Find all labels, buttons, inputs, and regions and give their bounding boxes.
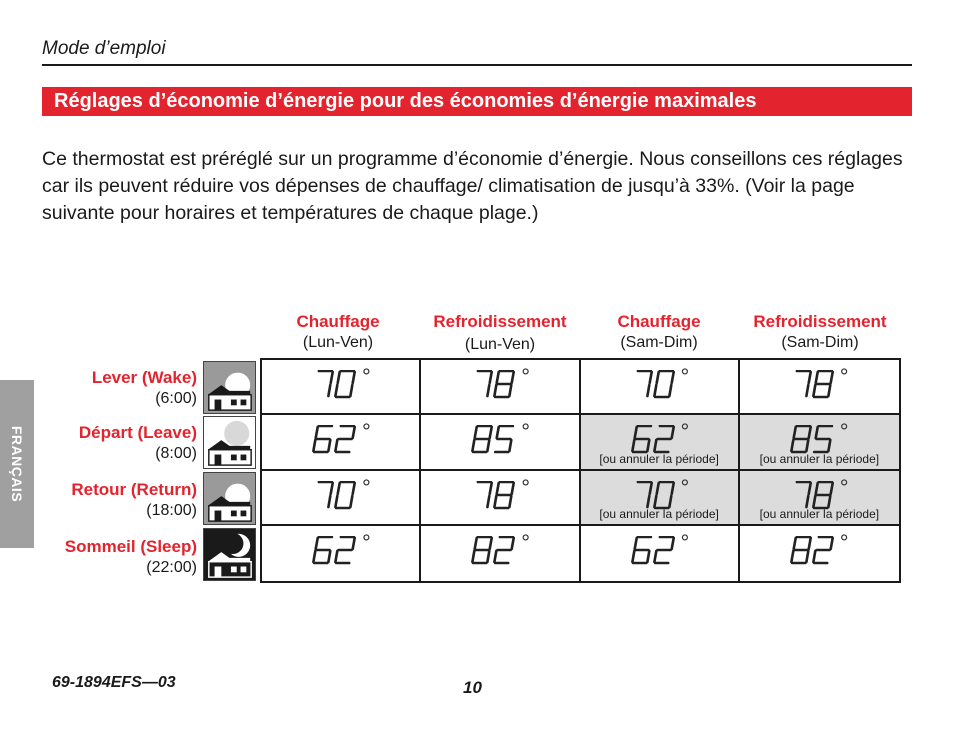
temperature-digits — [312, 481, 362, 511]
temperature-value — [262, 471, 263, 472]
temperature-cell — [262, 415, 421, 470]
page-number: 10 — [463, 678, 482, 697]
degree-symbol: ° — [839, 364, 849, 389]
temperature-value — [421, 471, 422, 472]
column-title: Chauffage — [296, 312, 380, 331]
temperature-digits — [471, 481, 521, 511]
column-subtitle: (Sam-Dim) — [620, 334, 698, 351]
temperature-cell — [262, 526, 421, 581]
row-time: (22:00) — [146, 559, 197, 576]
cancel-period-note: [ou annuler la période] — [599, 506, 719, 521]
temperature-cell — [421, 360, 580, 415]
temperature-cell — [740, 471, 899, 526]
row-title: Sommeil (Sleep) — [64, 537, 197, 556]
degree-symbol: ° — [521, 529, 531, 555]
temperature-value — [740, 526, 741, 527]
column-title: Chauffage — [617, 312, 701, 331]
row-label-leave — [20, 422, 197, 464]
cancel-period-note: [ou annuler la période] — [759, 451, 880, 466]
temperature-value — [262, 360, 263, 361]
temperature-value — [262, 415, 263, 416]
side-tab-label: FRANÇAIS — [9, 425, 25, 503]
degree-symbol: ° — [521, 474, 531, 500]
row-title: Lever (Wake) — [91, 368, 197, 387]
degree-symbol: ° — [521, 419, 531, 445]
temperature-cell — [421, 471, 580, 526]
temperature-digits — [471, 536, 521, 566]
temperature-cell — [421, 415, 580, 470]
temperature-cell — [581, 471, 740, 526]
header-rule — [42, 64, 912, 66]
degree-symbol: ° — [680, 419, 690, 445]
degree-symbol: ° — [362, 529, 371, 555]
degree-symbol: ° — [680, 529, 690, 555]
sunset-house-icon — [203, 472, 256, 525]
cancel-period-note: [ou annuler la période] — [759, 506, 880, 521]
temperature-value — [421, 526, 422, 527]
column-subtitle: (Lun-Ven) — [302, 334, 374, 351]
document-code: 69-1894EFS—03 — [52, 674, 176, 691]
temperature-cell — [740, 360, 899, 415]
column-title: Refroidissement — [753, 312, 887, 331]
degree-symbol: ° — [521, 364, 531, 389]
degree-symbol: ° — [839, 419, 849, 445]
sunrise-house-icon — [203, 361, 256, 414]
column-header-heat-weekday — [258, 311, 418, 353]
temperature-value — [581, 526, 582, 527]
temperature-cell — [581, 526, 740, 581]
temperature-digits — [312, 536, 362, 566]
degree-symbol: ° — [362, 474, 371, 500]
temperature-value — [740, 471, 741, 472]
row-time: (8:00) — [155, 445, 197, 462]
moon-house-icon — [203, 528, 256, 581]
degree-symbol: ° — [362, 419, 371, 445]
row-title: Retour (Return) — [71, 480, 197, 499]
temperature-cell — [262, 360, 421, 415]
temperature-digits — [312, 425, 362, 455]
temperature-digits — [790, 536, 840, 566]
row-time: (6:00) — [155, 390, 197, 407]
row-title: Départ (Leave) — [78, 423, 197, 442]
column-subtitle: (Lun-Ven) — [464, 336, 536, 353]
header-title: Mode d’emploi — [42, 38, 166, 59]
degree-symbol: ° — [680, 364, 690, 389]
row-label-sleep — [20, 536, 197, 578]
temperature-value — [740, 360, 741, 361]
column-header-cool-weekday — [418, 311, 582, 355]
temperature-cell — [421, 526, 580, 581]
sun-house-icon — [203, 416, 256, 469]
temperature-value — [421, 360, 422, 361]
column-header-cool-weekend — [738, 311, 902, 353]
temperature-grid — [260, 358, 901, 583]
column-header-heat-weekend — [579, 311, 739, 353]
row-label-wake — [20, 367, 197, 409]
temperature-cell — [581, 415, 740, 470]
row-label-return — [20, 479, 197, 521]
section-banner: Réglages d’économie d’énergie pour des économies d’énergie maximales — [42, 87, 912, 116]
temperature-digits — [631, 370, 681, 400]
degree-symbol: ° — [839, 529, 849, 555]
temperature-value — [740, 415, 741, 416]
cancel-period-note: [ou annuler la période] — [599, 451, 719, 466]
temperature-digits — [790, 370, 840, 400]
temperature-value — [581, 471, 582, 472]
temperature-cell — [740, 526, 899, 581]
temperature-value — [421, 415, 422, 416]
degree-symbol: ° — [839, 474, 849, 500]
temperature-digits — [471, 370, 521, 400]
temperature-cell — [581, 360, 740, 415]
temperature-digits — [312, 370, 362, 400]
temperature-digits — [631, 536, 681, 566]
temperature-value — [581, 415, 582, 416]
intro-paragraph: Ce thermostat est préréglé sur un programme d’économie d’énergie. Nous conseillons ces réglages car ils peuvent réduire vos dépenses de chauffage/ climatisation de jusqu’à 33%. (Voir la page suivante pour horaires et températures de chaque plage.) — [42, 148, 903, 224]
column-title: Refroidissement — [433, 312, 567, 331]
temperature-value — [262, 526, 263, 527]
temperature-digits — [471, 425, 521, 455]
row-time: (18:00) — [146, 502, 197, 519]
column-subtitle: (Sam-Dim) — [781, 334, 859, 351]
temperature-cell — [262, 471, 421, 526]
temperature-value — [581, 360, 582, 361]
degree-symbol: ° — [362, 364, 371, 389]
degree-symbol: ° — [680, 474, 690, 500]
temperature-cell — [740, 415, 899, 470]
